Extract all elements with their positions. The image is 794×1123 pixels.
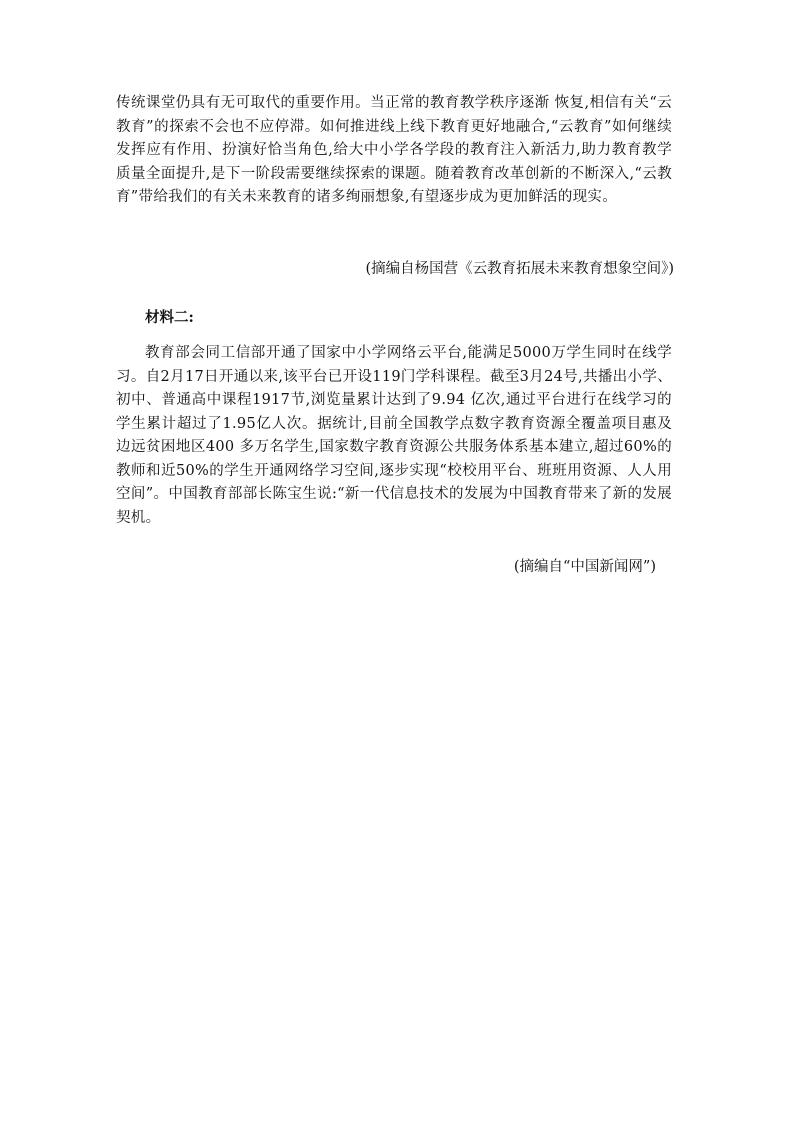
material2-paragraph: 教育部会同工信部开通了国家中小学网络云平台,能满足5000万学生同时在线学习。自2月17日开通以来,该平台已开设119门学科课程。截至3月24号,共播出小学、初中、普通高中课程1917节,浏览量累计达到了9.94 亿次,通过平台进行在线学习的学生累计超过了1.95亿人次。据统计,目前全国教学点数字教育资源全覆盖项目惠及边远贫困地区400 多万名学生,国家数字教育资源公共服务体系基本建立,超过60%的教师和近50%的学生开通网络学习空间,逐步实现“校校用平台、班班用资源、人人用空间”。中国教育部部长陈宝生说:“新一代信息技术的发展为中国教育带来了新的发展契机。 [116,345,672,526]
material1-source-citation: (摘编自杨国营《云教育拓展未来教育想象空间》) [365,261,674,277]
material2-source-citation: (摘编自“中国新闻网”) [513,559,656,575]
material2-heading: 材料二: [145,309,194,326]
material1-paragraph: 传统课堂仍具有无可取代的重要作用。当正常的教育教学秩序逐渐 恢复,相信有关“云教育”的探索不会也不应停滞。如何推进线上线下教育更好地融合,“云教育”如何继续发挥应有作用、扮演好恰当角色,给大中小学各学段的教育注入新活力,助力教育教学质量全面提升,是下一阶段需要继续探索的课题。随着教育改革创新的不断深入,“云教育”带给我们的有关未来教育的诸多绚丽想象,有望逐步成为更加鲜活的现实。 [116,95,672,205]
